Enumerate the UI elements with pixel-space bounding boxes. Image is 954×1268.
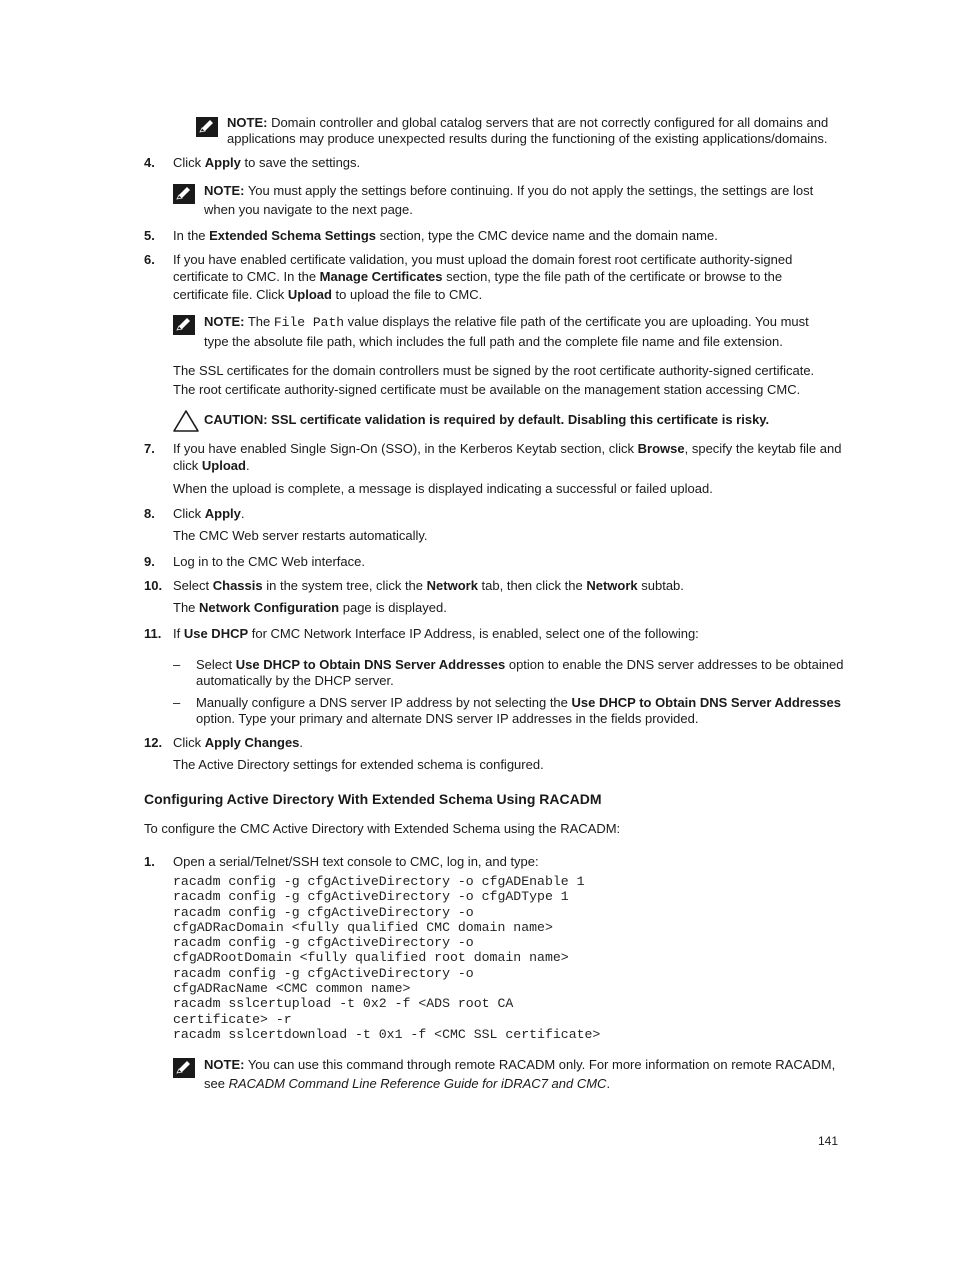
section-heading: Configuring Active Directory With Extended Schema Using RACADM <box>144 791 602 807</box>
dash-bullet: – <box>173 695 181 710</box>
step-11-number: 11. <box>144 626 162 641</box>
step-8-para: The CMC Web server restarts automatically. <box>173 528 428 543</box>
step-6-line-3: certificate file. Click Upload to upload the file to CMC. <box>173 287 483 302</box>
step-8-text: Click Apply. <box>173 506 245 521</box>
note-3-line-1: NOTE: The File Path value displays the relative file path of the certificate you are uploading. You must <box>204 314 809 330</box>
caution-text: CAUTION: SSL certificate validation is required by default. Disabling this certificate is risky. <box>204 412 770 427</box>
note-4-line-2: see RACADM Command Line Reference Guide for iDRAC7 and CMC. <box>204 1076 611 1091</box>
step-7-number: 7. <box>144 441 155 456</box>
step-10-para: The Network Configuration page is displayed. <box>173 600 447 615</box>
step-6-line-2: certificate to CMC. In the Manage Certificates section, type the file path of the certificate or browse to the <box>173 269 783 284</box>
step-6-para-2: The root certificate authority-signed certificate must be available on the management station accessing CMC. <box>173 382 801 397</box>
step-4-text: Click Apply to save the settings. <box>173 155 361 170</box>
step-11-option-2-line-1: Manually configure a DNS server IP address by not selecting the Use DHCP to Obtain DNS Server Addresses <box>196 695 841 710</box>
caution-triangle-icon <box>172 409 200 433</box>
step-5-text: In the Extended Schema Settings section, type the CMC device name and the domain name. <box>173 228 718 243</box>
step-11-option-1-line-1: Select Use DHCP to Obtain DNS Server Addresses option to enable the DNS server addresses to be obtained <box>196 657 844 672</box>
note-4-line-1: NOTE: You can use this command through remote RACADM only. For more information on remote RACADM, <box>204 1057 836 1072</box>
step-7-line-1: If you have enabled Single Sign-On (SSO), in the Kerberos Keytab section, click Browse, specify the keytab file and <box>173 441 842 456</box>
note-3-line-2: type the absolute file path, which includes the full path and the complete file name and file extension. <box>204 334 783 349</box>
step-11-option-2-line-2: option. Type your primary and alternate DNS server IP addresses in the fields provided. <box>196 711 699 726</box>
page-number: 141 <box>818 1134 839 1148</box>
step-5-number: 5. <box>144 228 155 243</box>
step-11-text: If Use DHCP for CMC Network Interface IP Address, is enabled, select one of the following: <box>173 626 699 641</box>
step-6-number: 6. <box>144 252 155 267</box>
step-12-number: 12. <box>144 735 163 750</box>
note-1-line-1: NOTE: Domain controller and global catalog servers that are not correctly configured for all domains and <box>227 115 829 130</box>
dash-bullet: – <box>173 657 181 672</box>
step-6-line-1: If you have enabled certificate validation, you must upload the domain forest root certificate authority-signed <box>173 252 793 267</box>
note-pencil-icon <box>173 315 195 335</box>
note-2-line-2: when you navigate to the next page. <box>204 202 413 217</box>
step-9-text: Log in to the CMC Web interface. <box>173 554 365 569</box>
section-step-1-number: 1. <box>144 854 155 869</box>
racadm-code-block: racadm config -g cfgActiveDirectory -o cfgADEnable 1 racadm config -g cfgActiveDirectory -o cfgADType 1 racadm config -g cfgActiveDirectory -o cfgADRacDomain <fully qualified CMC domain name> racadm config -g cfgActiveDirectory -o cfgADRootDomain <fully qualified root domain name> racadm config -g cfgActiveDirectory -o cfgADRacName <CMC common name> racadm sslcertupload -t 0x2 -f <ADS root CA certificate> -r racadm sslcertdownload -t 0x1 -f <CMC SSL certificate> <box>173 874 601 1042</box>
note-1-line-2: applications may produce unexpected results during the functioning of the existing applications/domains. <box>227 131 828 146</box>
note-pencil-icon <box>173 184 195 204</box>
step-12-text: Click Apply Changes. <box>173 735 304 750</box>
step-9-number: 9. <box>144 554 155 569</box>
step-10-number: 10. <box>144 578 163 593</box>
step-4-number: 4. <box>144 155 155 170</box>
step-7-line-2: click Upload. <box>173 458 250 473</box>
note-pencil-icon <box>173 1058 195 1078</box>
step-10-text: Select Chassis in the system tree, click the Network tab, then click the Network subtab. <box>173 578 684 593</box>
note-2-line-1: NOTE: You must apply the settings before continuing. If you do not apply the settings, the settings are lost <box>204 183 814 198</box>
step-12-para: The Active Directory settings for extended schema is configured. <box>173 757 544 772</box>
section-step-1-text: Open a serial/Telnet/SSH text console to CMC, log in, and type: <box>173 854 539 869</box>
step-6-para-1: The SSL certificates for the domain controllers must be signed by the root certificate authority-signed certificate. <box>173 363 815 378</box>
step-7-para: When the upload is complete, a message is displayed indicating a successful or failed upload. <box>173 481 713 496</box>
step-8-number: 8. <box>144 506 155 521</box>
section-intro: To configure the CMC Active Directory with Extended Schema using the RACADM: <box>144 821 621 836</box>
note-pencil-icon <box>196 117 218 137</box>
step-11-option-1-line-2: automatically by the DHCP server. <box>196 673 394 688</box>
